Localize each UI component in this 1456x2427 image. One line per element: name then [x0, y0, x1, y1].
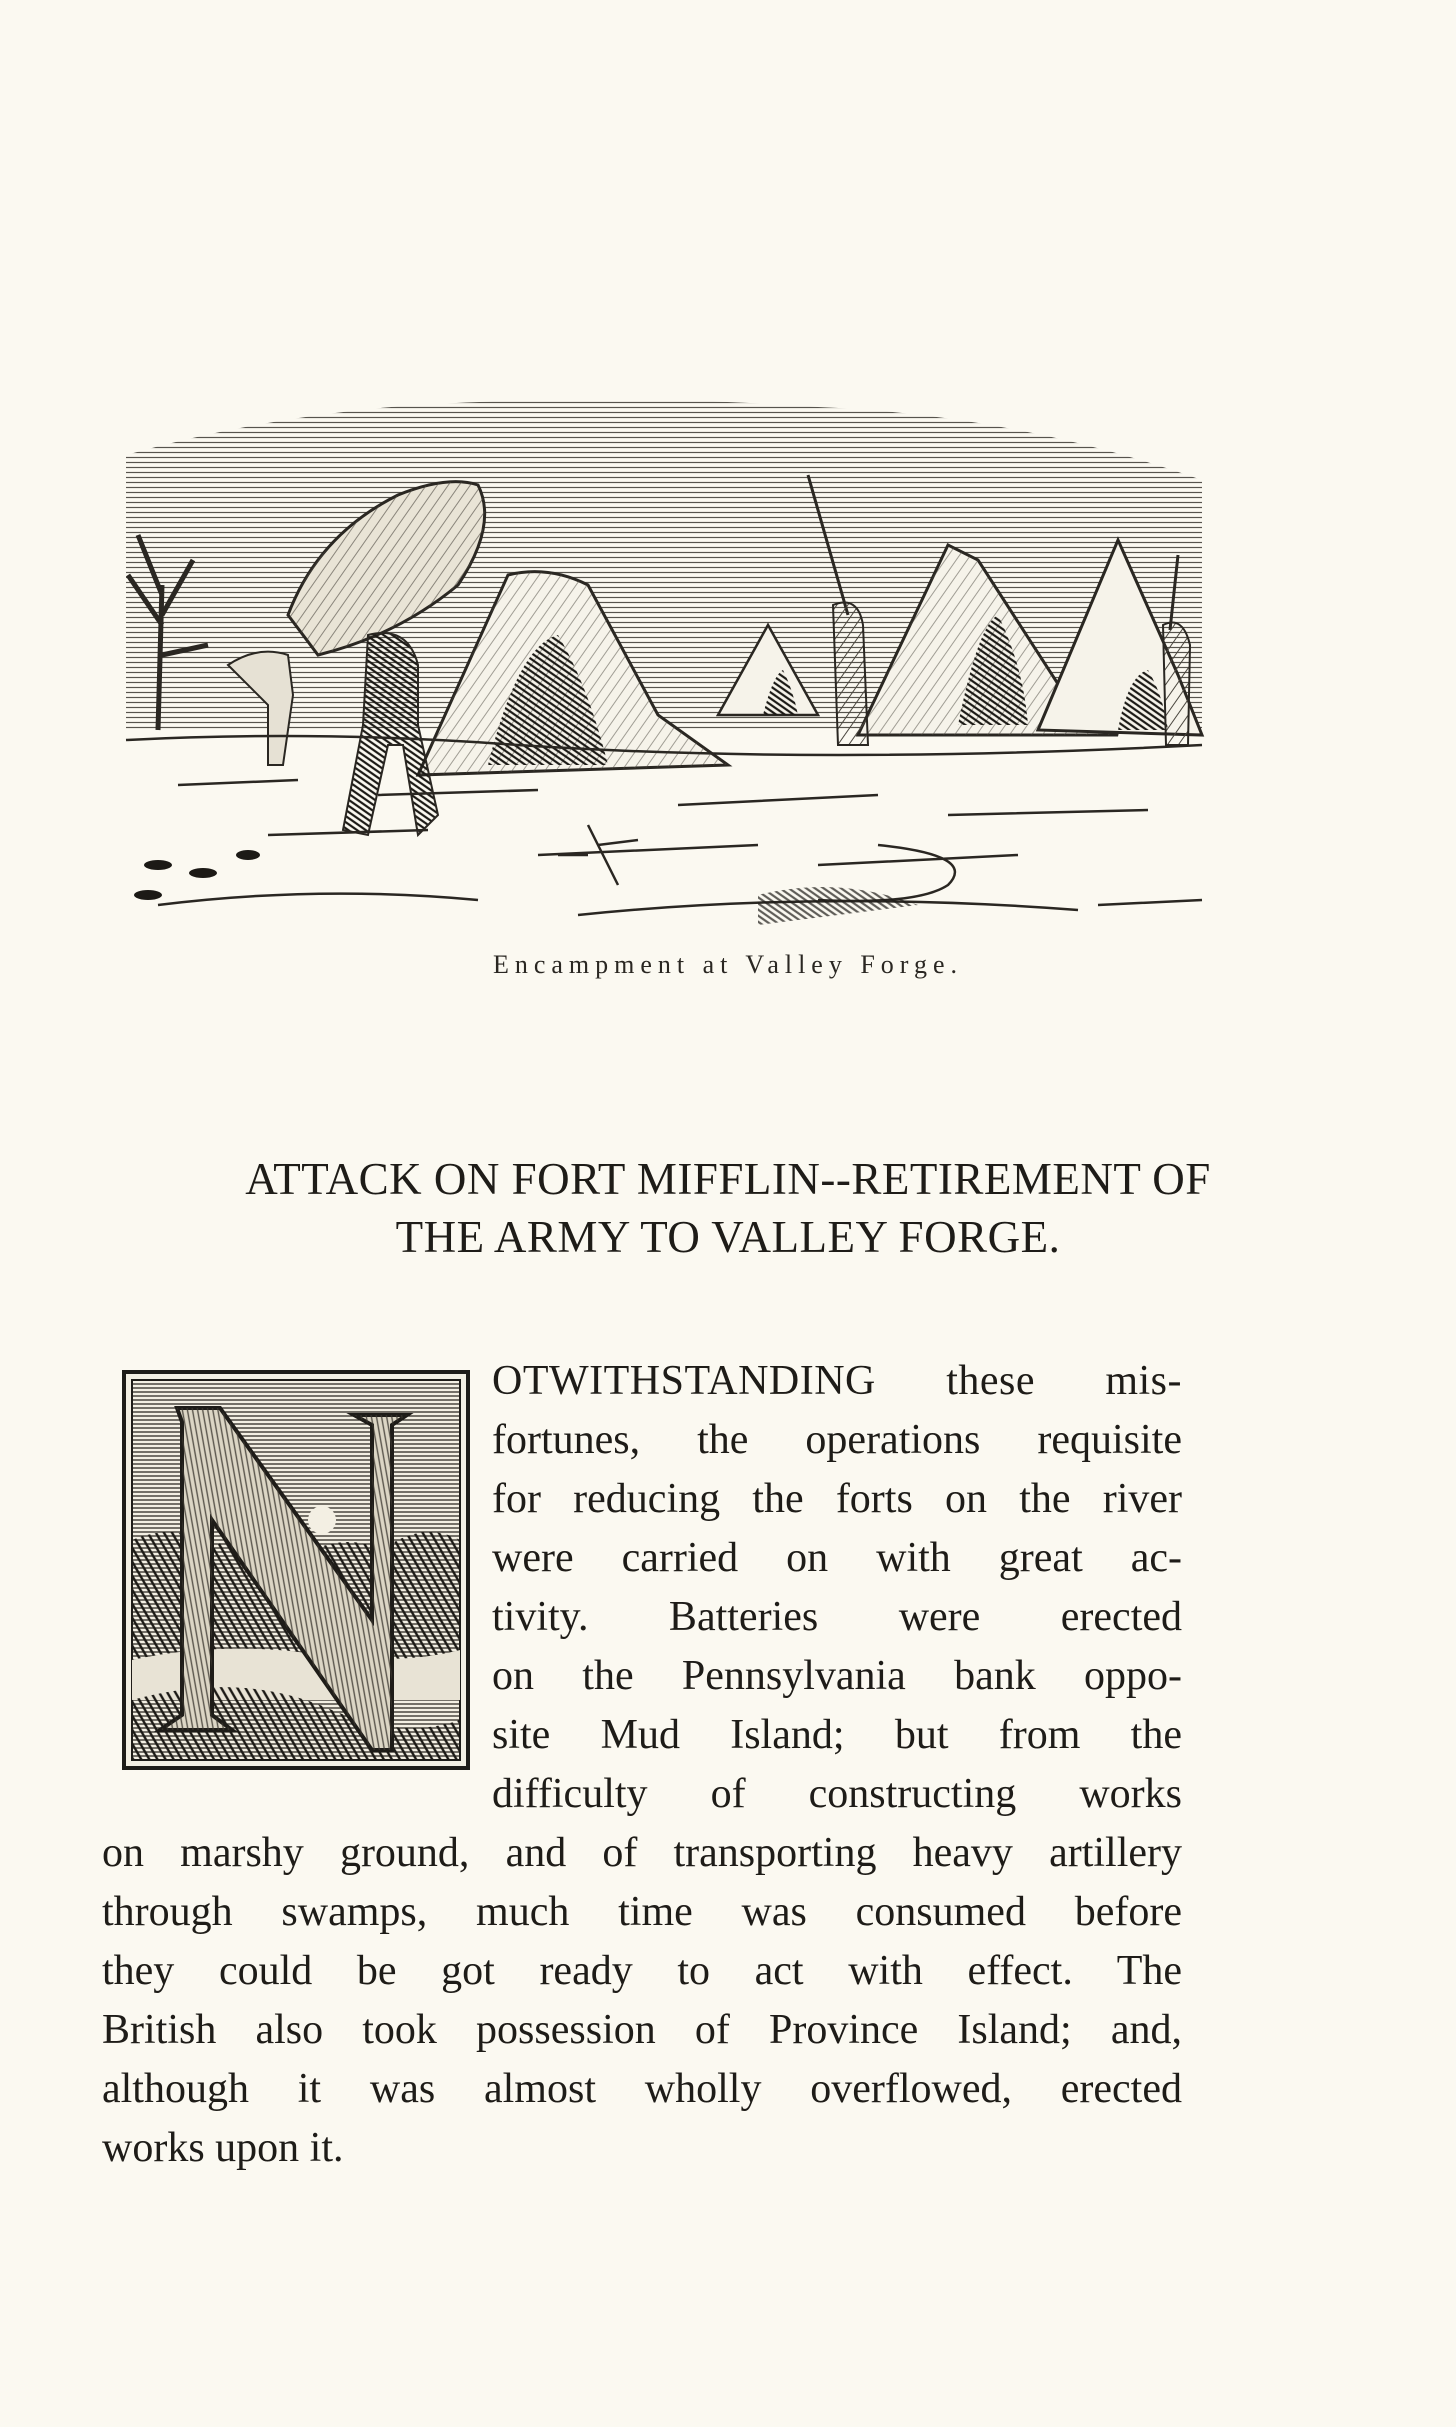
text-line: tivity. Batteries were erected: [492, 1594, 1182, 1640]
text-line: British also took possession of Province Island; and,: [102, 2007, 1182, 2053]
text-line: were carried on with great ac-: [492, 1535, 1182, 1581]
text-line: OTWITHSTANDING these mis-: [492, 1358, 1182, 1404]
text-line: for reducing the forts on the river: [492, 1476, 1182, 1522]
chapter-title: [100, 1150, 1356, 1266]
text-line: difficulty of constructing works: [492, 1771, 1182, 1817]
drop-cap-initial: [122, 1370, 470, 1770]
text-line: although it was almost wholly overflowed, erected: [102, 2066, 1182, 2112]
text-line: on the Pennsylvania bank oppo-: [492, 1653, 1182, 1699]
text-line: fortunes, the operations requisite: [492, 1417, 1182, 1463]
text-line: through swamps, much time was consumed before: [102, 1889, 1182, 1935]
paragraph-full-lines: [102, 1824, 1182, 2178]
encampment-illustration: [118, 385, 1210, 945]
text-line: on marshy ground, and of transporting heavy artillery: [102, 1830, 1182, 1876]
text-line: they could be got ready to act with effect. The: [102, 1948, 1182, 1994]
illustration-caption: Encampment at Valley Forge.: [492, 950, 964, 979]
paragraph-wrapped-lines: [492, 1352, 1182, 1824]
chapter-title-line: THE ARMY TO VALLEY FORGE.: [395, 1212, 1061, 1262]
chapter-title-line: ATTACK ON FORT MIFFLIN--RETIREMENT OF: [245, 1154, 1211, 1204]
text-line: site Mud Island; but from the: [492, 1712, 1182, 1758]
text-line: works upon it.: [102, 2125, 344, 2171]
